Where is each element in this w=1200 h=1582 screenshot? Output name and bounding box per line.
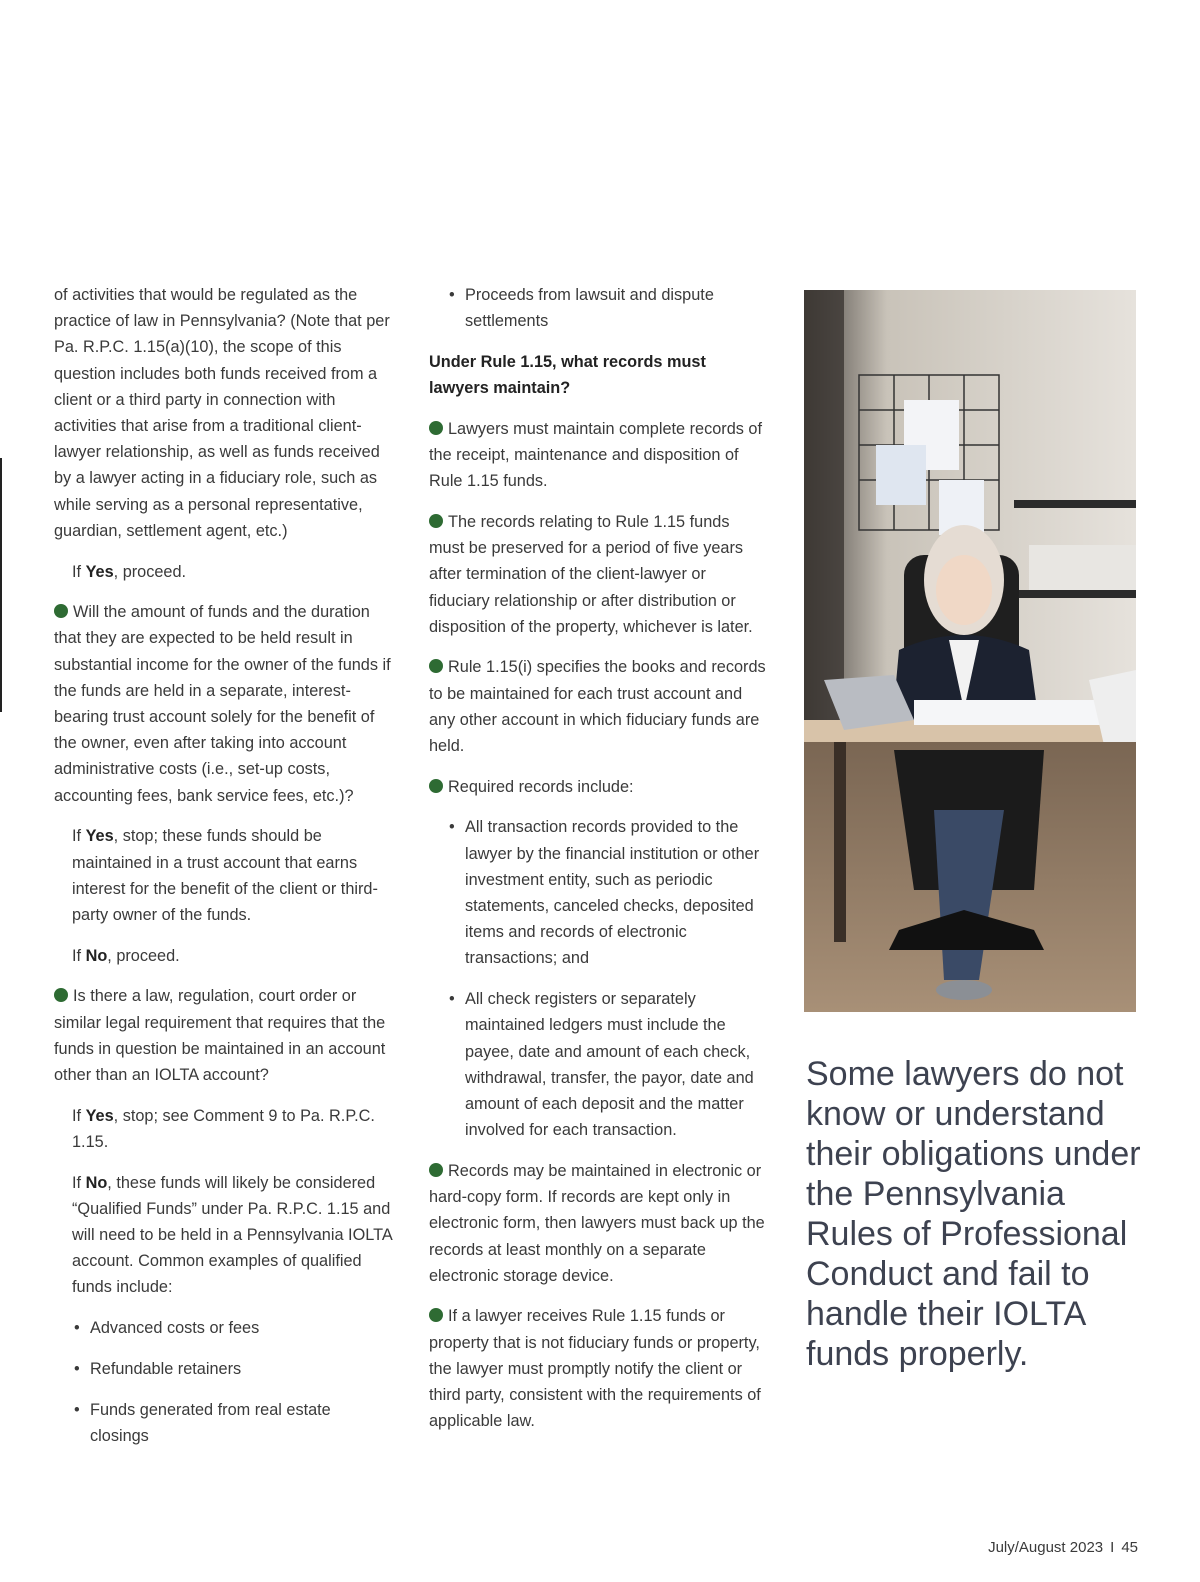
qualified-funds-list [54,1315,394,1449]
green-bullet-icon [429,659,443,673]
question-2: Will the amount of funds and the duration that they are expected to be held result in substantial income for the owner of the funds if the funds are held in a separate, interest-bearing trust account solely for the benefit of the owner, even after taking into account administrative costs (i.e., set-up costs, accounting fees, bank service fees, etc.)? [54,603,391,805]
list-item: • Funds generated from real estate closings [54,1397,394,1449]
list-item: • Proceeds from lawsuit and dispute settlements [429,282,769,334]
records-bullet-4: Required records include: [429,774,769,800]
page-number: 45 [1121,1539,1138,1556]
records-bullet-3: Rule 1.15(i) specifies the books and records to be maintained for each trust account and any other account in which fiduciary funds are held. [429,658,766,756]
list-item: • Refundable retainers [54,1356,394,1382]
green-bullet-icon [429,1163,443,1177]
issue-date: July/August 2023 [988,1539,1104,1556]
left-column [54,282,394,1463]
page-footer [988,1539,1138,1556]
green-bullet-icon [429,779,443,793]
required-records-list [429,814,769,1143]
answer-no-2: If No, proceed. [72,946,180,965]
green-bullet-icon [54,988,68,1002]
green-bullet-icon [429,421,443,435]
records-bullet-6: If a lawyer receives Rule 1.15 funds or property that is not fiduciary funds or property, the lawyer must promptly notify the client or third party, consistent with the requirements of applicable law. [429,1307,761,1431]
green-bullet-icon [429,514,443,528]
list-item: • All check registers or separately maintained ledgers must include the payee, date and amount of each check, withdrawal, transfer, the payor, date and amount of each deposit and the matter involved for each transaction. [429,986,769,1143]
question-3: Is there a law, regulation, court order or similar legal requirement that requires that the funds in question be maintained in an account other than an IOLTA account? [54,987,386,1084]
answer-yes-2: If Yes, stop; these funds should be maintained in a trust account that earns interest for the benefit of the client or third-party owner of the funds. [72,827,378,924]
list-item: • Advanced costs or fees [54,1315,394,1341]
records-bullet-2: The records relating to Rule 1.15 funds must be preserved for a period of five years after termination of the client-lawyer or fiduciary relationship or after distribution or disposition of the property, whichever is later. [429,512,753,636]
footer-separator: I [1110,1539,1115,1556]
records-bullet-1: Lawyers must maintain complete records of the receipt, maintenance and disposition of Rule 1.15 funds. [429,419,762,491]
green-bullet-icon [54,604,68,618]
records-bullet-5: Records may be maintained in electronic or hard-copy form. If records are kept only in electronic form, then lawyers must back up the records at least monthly on a separate electronic storage device. [429,1161,765,1285]
answer-yes-3: If Yes, stop; see Comment 9 to Pa. R.P.C. 1.15. [72,1106,375,1151]
green-bullet-icon [429,1308,443,1322]
pull-quote: Some lawyers do not know or understand their obligations under the Pennsylvania Rules of Professional Conduct and fail to handle their IOLTA funds properly. [806,1055,1141,1373]
answer-yes-1: If Yes, proceed. [72,562,187,581]
middle-column [429,282,769,1449]
section-heading: Under Rule 1.15, what records must lawyers maintain? [429,352,706,398]
list-item: • All transaction records provided to the lawyer by the financial institution or other investment entity, such as periodic statements, canceled checks, deposited items and records of electronic transactions; and [429,814,769,971]
intro-paragraph: of activities that would be regulated as the practice of law in Pennsylvania? (Note that per Pa. R.P.C. 1.15(a)(10), the scope of this question includes both funds received from a client or a third party in connection with activities that arise from a traditional client-lawyer relationship, as well as funds received by a lawyer acting in a fiduciary role, such as while serving as a personal representative, guardian, settlement agent, etc.) [54,286,390,540]
continued-list [429,282,769,334]
page-edge-rule [0,458,2,712]
answer-no-3: If No, these funds will likely be considered “Qualified Funds” under Pa. R.P.C. 1.15 and will need to be held in a Pennsylvania IOLTA account. Common examples of qualified funds include: [72,1173,392,1297]
lawyer-at-desk-photo [804,290,1136,1012]
